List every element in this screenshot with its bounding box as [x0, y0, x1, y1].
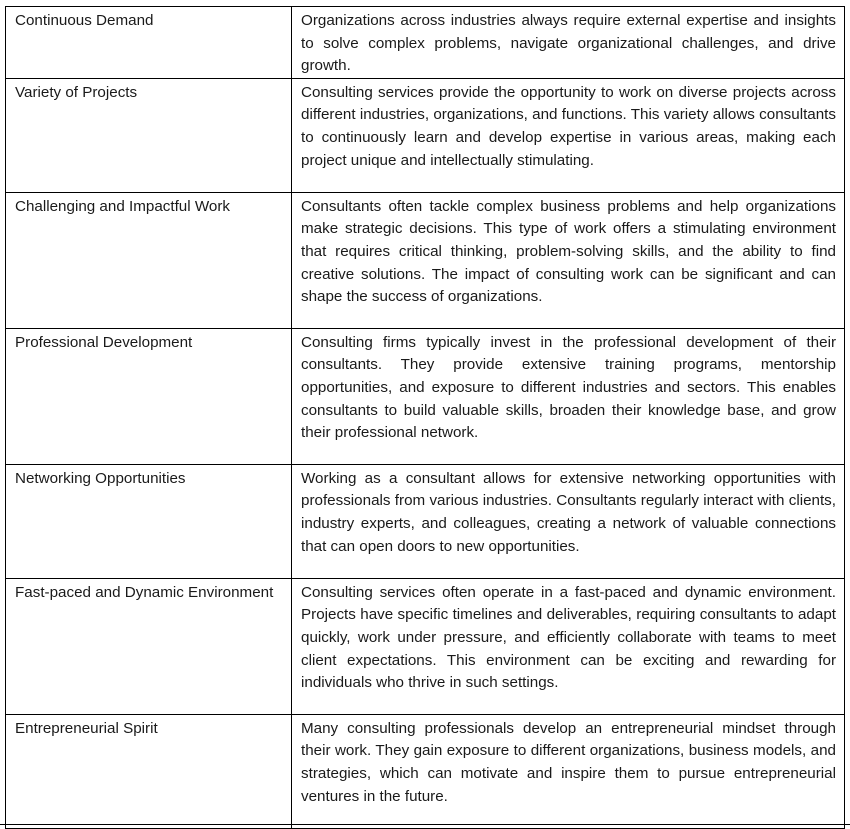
row-description: Consultants often tackle complex business problems and help organizations make strategic decisions. This type of work offers a stimulating environment that requires critical thinking, problem-solving skills, and the ability to find creative solutions. The impact of consulting work can be significant and can shape the success of organizations. — [292, 192, 845, 328]
row-label: Challenging and Impactful Work — [6, 192, 292, 328]
row-description: Organizations across industries always require external expertise and insights to solve complex problems, navigate organizational challenges, and drive growth. — [292, 7, 845, 79]
table-row — [6, 328, 845, 464]
row-label: Continuous Demand — [6, 7, 292, 79]
row-description: Many consulting professionals develop an entrepreneurial mindset through their work. They gain exposure to different organizations, business models, and strategies, which can motivate and inspire them to pursue entrepreneurial ventures in the future. — [292, 714, 845, 828]
row-label: Fast-paced and Dynamic Environment — [6, 578, 292, 714]
table-row — [6, 464, 845, 578]
row-label: Variety of Projects — [6, 78, 292, 192]
consulting-benefits-table — [5, 6, 845, 829]
bottom-rule — [0, 824, 850, 825]
table-row — [6, 192, 845, 328]
row-description: Consulting firms typically invest in the professional development of their consultants. They provide extensive training programs, mentorship opportunities, and exposure to different industries and sectors. This enables consultants to build valuable skills, broaden their knowledge base, and grow their professional network. — [292, 328, 845, 464]
row-description: Consulting services provide the opportunity to work on diverse projects across different industries, organizations, and functions. This variety allows consultants to continuously learn and develop expertise in various areas, making each project unique and intellectually stimulating. — [292, 78, 845, 192]
table-row — [6, 7, 845, 79]
table-row — [6, 578, 845, 714]
row-description: Working as a consultant allows for extensive networking opportunities with professionals from various industries. Consultants regularly interact with clients, industry experts, and colleagues, creating a network of valuable connections that can open doors to new opportunities. — [292, 464, 845, 578]
table-row — [6, 714, 845, 828]
row-label: Networking Opportunities — [6, 464, 292, 578]
row-label: Professional Development — [6, 328, 292, 464]
row-description: Consulting services often operate in a fast-paced and dynamic environment. Projects have specific timelines and deliverables, requiring consultants to adapt quickly, work under pressure, and efficiently collaborate with teams to meet client expectations. This environment can be exciting and rewarding for individuals who thrive in such settings. — [292, 578, 845, 714]
row-label: Entrepreneurial Spirit — [6, 714, 292, 828]
table-row — [6, 78, 845, 192]
